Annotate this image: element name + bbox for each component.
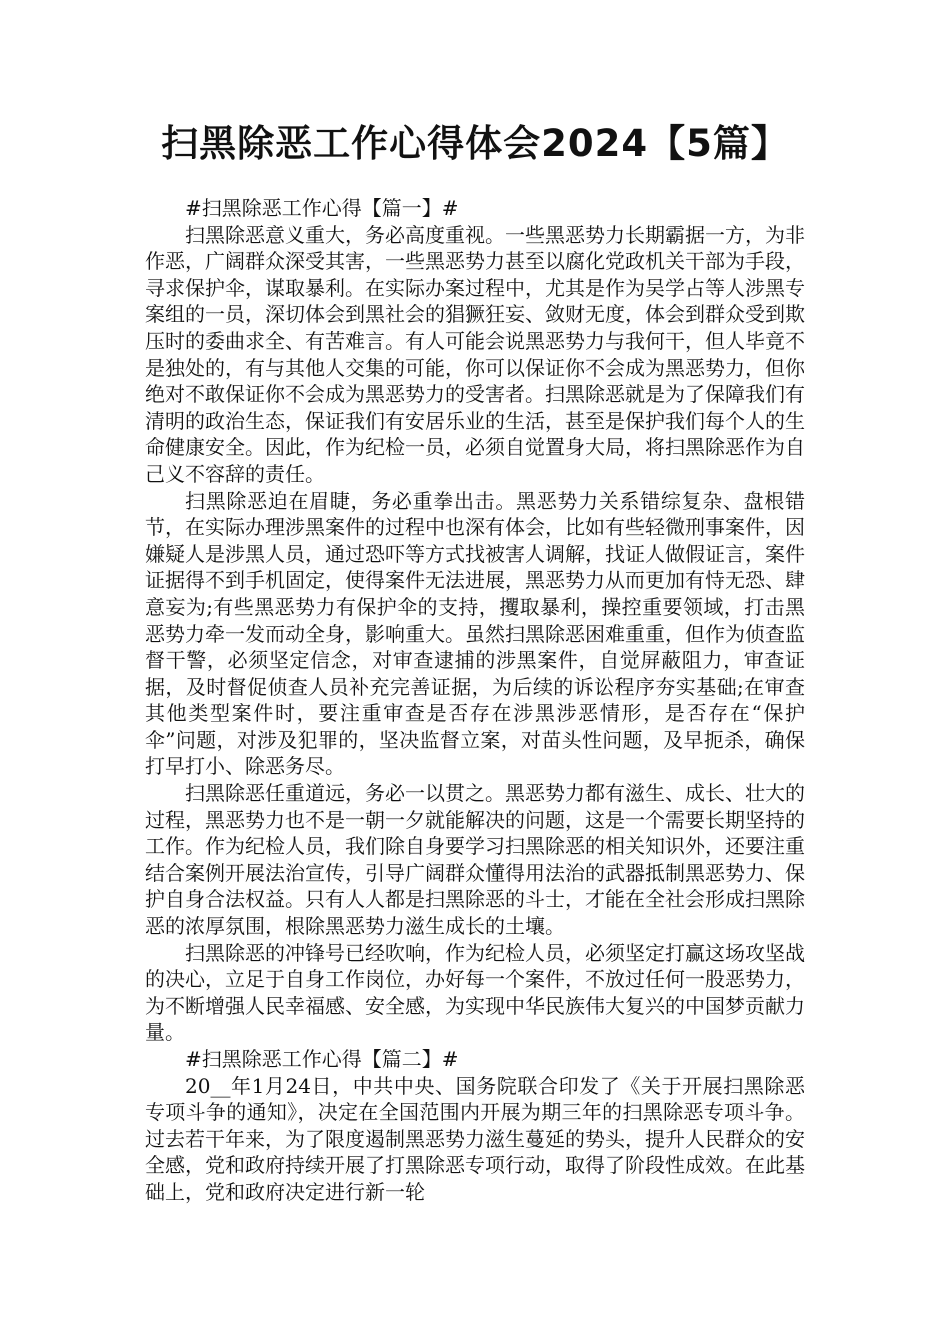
paragraph: 扫黑除恶任重道远，务必一以贯之。黑恶势力都有滋生、成长、壮大的过程，黑恶势力也不是一朝一夕就能解决的问题，这是一个需要长期坚持的工作。作为纪检人员，我们除自身要学习扫黑除恶的相关知识外，还要注重结合案例开展法治宣传，引导广阔群众懂得用法治的武器抵制黑恶势力、保护自身合法权益。只有人人都是扫黑除恶的斗士，才能在全社会形成扫黑除恶的浓厚氛围，根除黑恶势力滋生成长的土壤。 [145, 781, 805, 939]
section-heading: #扫黑除恶工作心得【篇一】# [185, 196, 459, 220]
section-heading: #扫黑除恶工作心得【篇二】# [185, 1047, 459, 1071]
paragraph: 扫黑除恶的冲锋号已经吹响，作为纪检人员，必须坚定打赢这场攻坚战的决心，立足于自身工作岗位，办好每一个案件，不放过任何一股恶势力，为不断增强人民幸福感、安全感，为实现中华民族伟大复兴的中国梦贡献力量。 [145, 940, 805, 1045]
paragraph: 扫黑除恶意义重大，务必高度重视。一些黑恶势力长期霸据一方，为非作恶，广阔群众深受其害，一些黑恶势力甚至以腐化党政机关干部为手段，寻求保护伞，谋取暴利。在实际办案过程中，尤其是作为吴学占等人涉黑专案组的一员，深切体会到黑社会的猖獗狂妄、敛财无度，体会到群众受到欺压时的委曲求全、有苦难言。有人可能会说黑恶势力与我何干，但人毕竟不是独处的，有与其他人交集的可能，你可以保证你不会成为黑恶势力，但你绝对不敢保证你不会成为黑恶势力的受害者。扫黑除恶就是为了保障我们有清明的政治生态，保证我们有安居乐业的生活，甚至是保护我们每个人的生命健康安全。因此，作为纪检一员，必须自觉置身大局，将扫黑除恶作为自己义不容辞的责任。 [145, 222, 805, 486]
paragraph: 扫黑除恶迫在眉睫，务必重拳出击。黑恶势力关系错综复杂、盘根错节，在实际办理涉黑案件的过程中也深有体会，比如有些轻微刑事案件，因嫌疑人是涉黑人员，通过恐吓等方式找被害人调解，找证人做假证言，案件证据得不到手机固定，使得案件无法进展，黑恶势力从而更加有恃无恐、肆意妄为;有些黑恶势力有保护伞的支持，攫取暴利，操控重要领域，打击黑恶势力牵一发而动全身，影响重大。虽然扫黑除恶困难重重，但作为侦查监督干警，必须坚定信念，对审查逮捕的涉黑案件，自觉屏蔽阻力，审查证据，及时督促侦查人员补充完善证据，为后续的诉讼程序夯实基础;在审查其他类型案件时，要注重审查是否存在涉黑涉恶情形，是否存在“保护伞”问题，对涉及犯罪的，坚决监督立案，对苗头性问题，及早扼杀，确保打早打小、除恶务尽。 [145, 488, 805, 779]
document-body [145, 195, 805, 1206]
document-title: 扫黑除恶工作心得体会2024【5篇】 [161, 122, 789, 165]
paragraph: 20__年1月24日，中共中央、国务院联合印发了《关于开展扫黑除恶专项斗争的通知》，决定在全国范围内开展为期三年的扫黑除恶专项斗争。过去若干年来，为了限度遏制黑恶势力滋生蔓延的势头，提升人民群众的安全感，党和政府持续开展了打黑除恶专项行动，取得了阶段性成效。在此基础上，党和政府决定进行新一轮 [145, 1073, 805, 1204]
